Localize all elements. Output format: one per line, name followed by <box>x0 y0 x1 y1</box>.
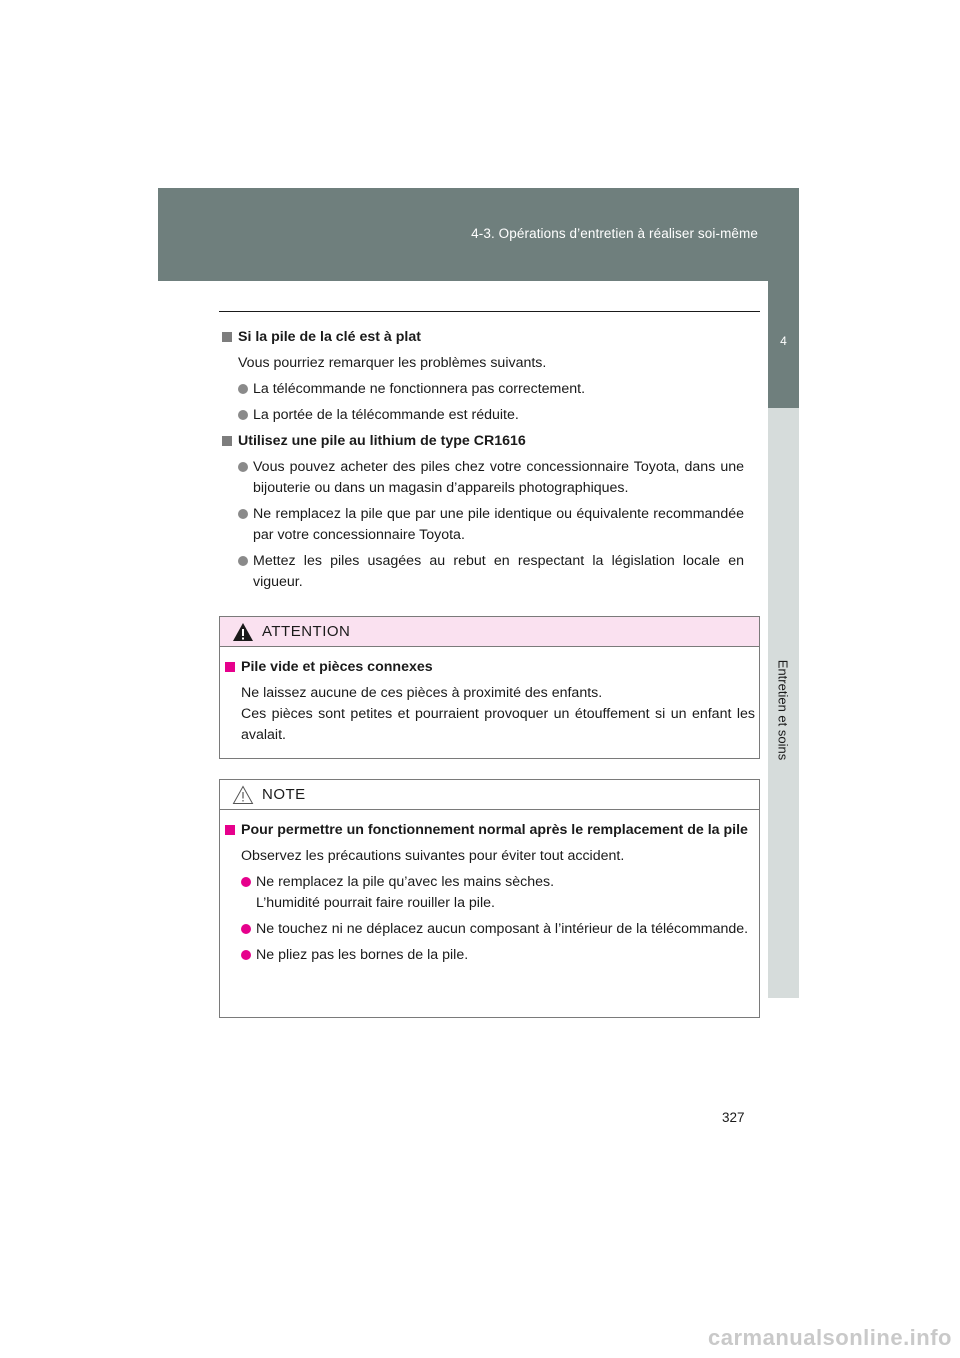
attention-header <box>220 617 759 647</box>
square-bullet-icon <box>222 332 232 342</box>
page-number: 327 <box>722 1110 745 1125</box>
note-body <box>220 810 759 980</box>
round-bullet-icon <box>238 410 248 420</box>
section-heading: Si la pile de la clé est à plat <box>222 327 744 348</box>
section-title: 4-3. Opérations d’entretien à réaliser soi-même <box>471 226 758 241</box>
list-item: Ne touchez ni ne déplacez aucun composant à l’intérieur de la télécommande. <box>225 919 755 940</box>
watermark: carmanualsonline.info <box>708 1325 952 1350</box>
round-bullet-icon <box>238 509 248 519</box>
attention-box <box>219 616 760 759</box>
note-heading: Pour permettre un fonctionnement normal après le remplacement de la pile <box>225 820 755 841</box>
chapter-tab <box>768 281 799 408</box>
attention-heading: Pile vide et pièces connexes <box>225 657 755 678</box>
list-item: Mettez les piles usagées au rebut en respectant la législation locale en vigueur. <box>222 551 744 593</box>
note-title: NOTE <box>262 786 306 803</box>
list-item: Ne pliez pas les bornes de la pile. <box>225 945 755 966</box>
round-bullet-icon <box>241 950 251 960</box>
list-item: Ne remplacez la pile que par une pile identique ou équivalente recommandée par votre concessionnaire Toyota. <box>222 504 744 546</box>
note-box <box>219 779 760 1018</box>
square-bullet-icon <box>225 662 235 672</box>
list-item: La télécommande ne fonctionnera pas correctement. <box>222 379 744 400</box>
attention-title: ATTENTION <box>262 623 351 640</box>
round-bullet-icon <box>238 462 248 472</box>
round-bullet-icon <box>238 384 248 394</box>
square-bullet-icon <box>225 825 235 835</box>
attention-text: Ne laissez aucune de ces pièces à proximité des enfants. <box>241 685 603 701</box>
chapter-number: 4 <box>780 334 787 348</box>
section-heading: Utilisez une pile au lithium de type CR1616 <box>222 431 744 452</box>
list-item: La portée de la télécommande est réduite. <box>222 405 744 426</box>
round-bullet-icon <box>238 556 248 566</box>
top-rule <box>219 311 760 312</box>
chapter-label: Entretien et soins <box>775 659 791 761</box>
list-item: Ne remplacez la pile qu’avec les mains sèches. L’humidité pourrait faire rouiller la pile. <box>225 872 755 914</box>
square-bullet-icon <box>222 436 232 446</box>
round-bullet-icon <box>241 924 251 934</box>
attention-text: Ces pièces sont petites et pourraient provoquer un étouffement si un enfant les avalait. <box>241 706 755 743</box>
round-bullet-icon <box>241 877 251 887</box>
list-item: Vous pouvez acheter des piles chez votre concessionnaire Toyota, dans une bijouterie ou dans un magasin d’appareils photographiques. <box>222 457 744 499</box>
attention-body <box>220 647 759 760</box>
header-band <box>158 188 799 281</box>
note-header <box>220 780 759 810</box>
section-intro: Vous pourriez remarquer les problèmes suivants. <box>238 355 547 371</box>
caution-triangle-icon <box>232 785 254 805</box>
section-dead-battery <box>222 327 744 593</box>
note-intro: Observez les précautions suivantes pour éviter tout accident. <box>241 848 625 864</box>
warning-triangle-icon <box>232 622 254 642</box>
